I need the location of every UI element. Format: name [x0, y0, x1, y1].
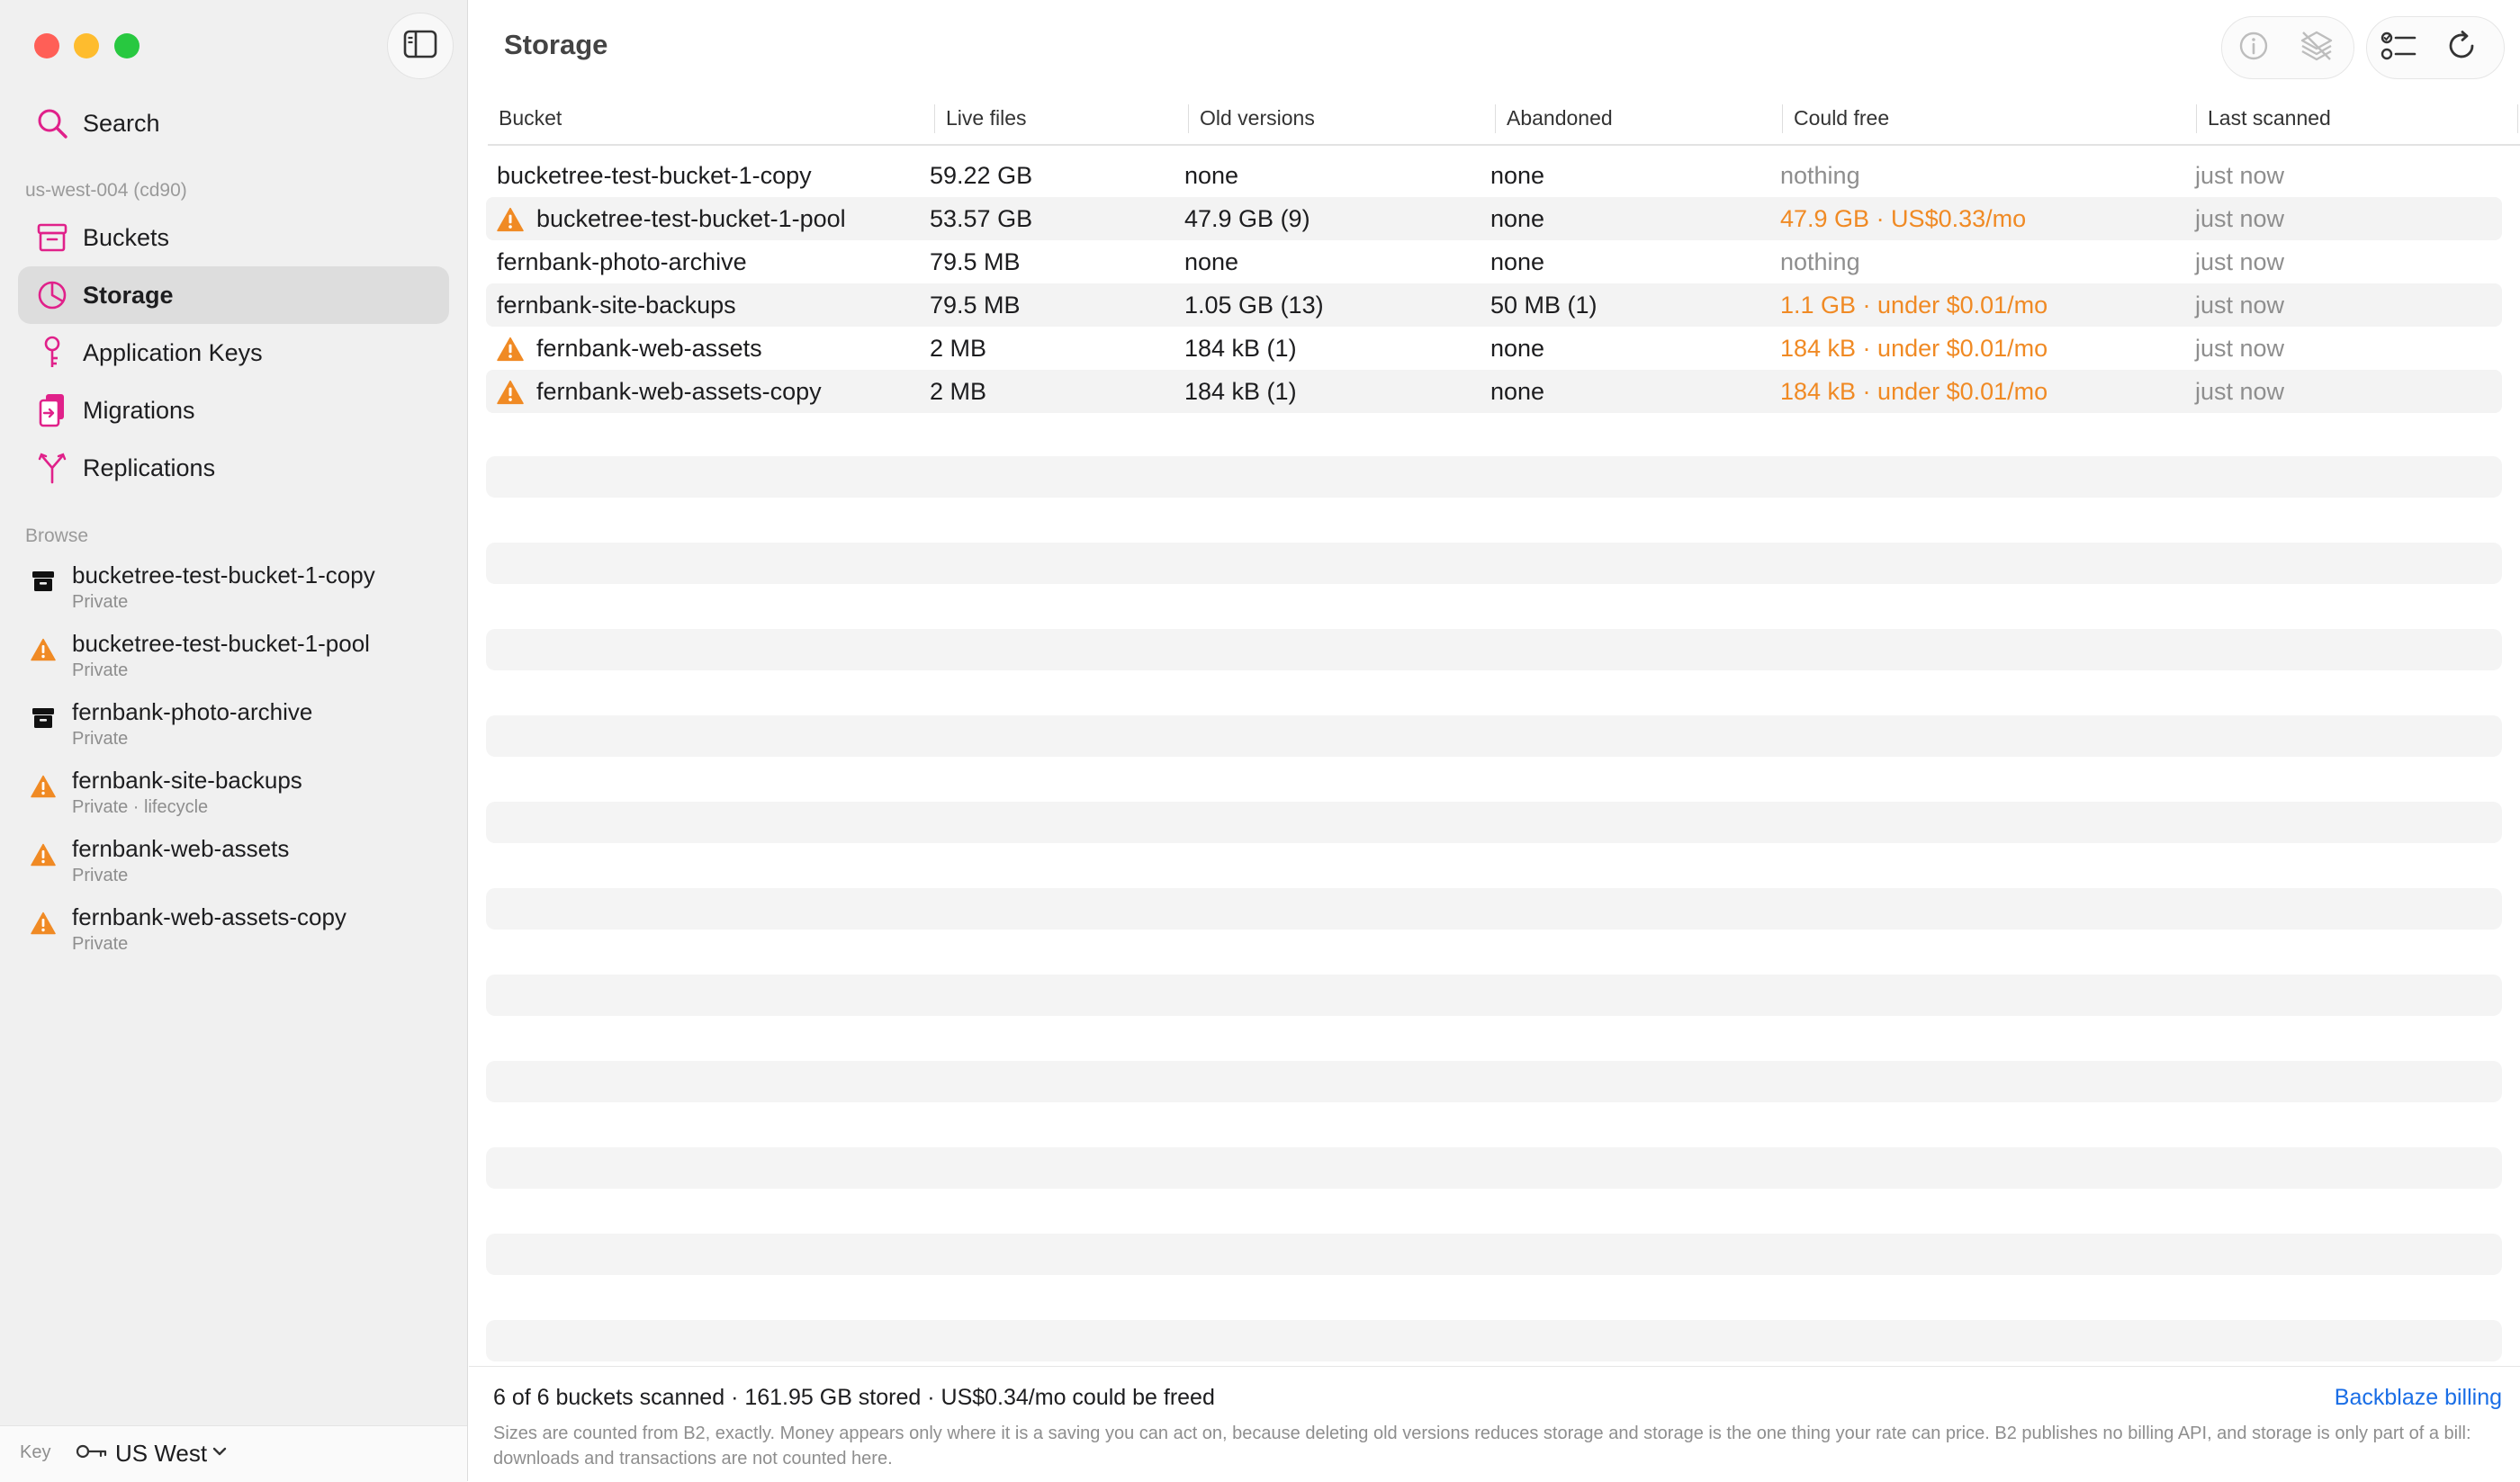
cell-abandoned: none — [1490, 378, 1545, 405]
warning-icon — [29, 635, 58, 664]
browse-item-name: bucketree-test-bucket-1-copy — [72, 561, 375, 588]
cell-last-scanned: just now — [2195, 205, 2285, 232]
cell-last-scanned: just now — [2195, 162, 2285, 189]
info-button[interactable] — [2222, 19, 2285, 76]
sidebar-item-label: Migrations — [83, 396, 195, 424]
cell-bucket: bucketree-test-bucket-1-pool — [536, 205, 846, 232]
fork-icon — [34, 450, 70, 486]
cell-last-scanned: just now — [2195, 248, 2285, 275]
table-row[interactable] — [486, 197, 2502, 240]
minimize-window-button[interactable] — [74, 33, 99, 58]
warning-icon — [29, 772, 58, 801]
cell-bucket: fernbank-web-assets-copy — [536, 378, 822, 405]
browse-item-sub: Private — [72, 660, 129, 680]
browse-item-name: bucketree-test-bucket-1-pool — [72, 630, 370, 657]
browse-item[interactable] — [25, 561, 448, 624]
key-value: US West — [115, 1439, 208, 1467]
cell-bucket: bucketree-test-bucket-1-copy — [497, 162, 812, 189]
empty-row-stripe — [486, 1320, 2502, 1361]
column-header-abandoned[interactable]: Abandoned — [1507, 106, 1613, 130]
cell-old-versions: 47.9 GB (9) — [1184, 205, 1310, 232]
browse-item-sub: Private — [72, 729, 129, 749]
warning-icon — [497, 337, 524, 362]
cell-abandoned: none — [1490, 335, 1545, 362]
cell-last-scanned: just now — [2195, 335, 2285, 362]
key-label: Key — [20, 1442, 51, 1462]
column-header-live-files[interactable]: Live files — [946, 106, 1027, 130]
column-header-last-scanned[interactable]: Last scanned — [2208, 106, 2331, 130]
empty-row-stripe — [486, 888, 2502, 930]
sidebar-item-replications[interactable] — [18, 439, 449, 497]
warning-icon — [497, 380, 524, 405]
column-divider — [2517, 104, 2518, 133]
table-header — [488, 101, 2520, 146]
cell-could-free: nothing — [1780, 248, 1860, 275]
empty-row-stripe — [486, 543, 2502, 584]
column-header-bucket[interactable]: Bucket — [499, 106, 562, 130]
cell-abandoned: none — [1490, 205, 1545, 232]
empty-row-stripe — [486, 975, 2502, 1016]
layers-button[interactable] — [2285, 19, 2348, 76]
page-title: Storage — [504, 29, 608, 60]
empty-row-stripe — [486, 1234, 2502, 1275]
browse-item-name: fernbank-web-assets-copy — [72, 903, 346, 930]
close-window-button[interactable] — [34, 33, 59, 58]
sidebar-item-application-keys[interactable] — [18, 324, 449, 382]
browse-item-name: fernbank-site-backups — [72, 767, 302, 794]
archive-box-icon — [29, 704, 58, 732]
archive-box-icon — [34, 220, 70, 256]
empty-row-stripe — [486, 802, 2502, 843]
cell-abandoned: none — [1490, 248, 1545, 275]
cell-could-free: 47.9 GB · US$0.33/mo — [1780, 205, 2027, 232]
cell-live-files: 2 MB — [930, 335, 987, 362]
key-bar — [0, 1425, 467, 1482]
key-icon — [76, 1442, 108, 1465]
sidebar — [0, 0, 468, 1481]
cell-could-free: nothing — [1780, 162, 1860, 189]
checklist-icon — [2380, 30, 2416, 67]
browse-item[interactable] — [25, 835, 448, 898]
column-header-could-free[interactable]: Could free — [1794, 106, 1890, 130]
cell-bucket: fernbank-photo-archive — [497, 248, 747, 275]
browse-item-sub: Private — [72, 934, 129, 954]
sidebar-item-migrations[interactable] — [18, 382, 449, 439]
sidebar-item-label: Storage — [83, 281, 174, 309]
table-row[interactable] — [486, 370, 2502, 413]
cell-could-free: 1.1 GB · under $0.01/mo — [1780, 292, 2048, 319]
info-icon — [2238, 31, 2269, 66]
cell-could-free: 184 kB · under $0.01/mo — [1780, 335, 2048, 362]
sidebar-item-storage[interactable] — [18, 266, 449, 324]
cell-old-versions: 184 kB (1) — [1184, 335, 1297, 362]
cell-last-scanned: just now — [2195, 292, 2285, 319]
browse-item[interactable] — [25, 767, 448, 830]
cell-bucket: fernbank-site-backups — [497, 292, 736, 319]
toolbar-group-right — [2366, 16, 2505, 79]
pie-chart-icon — [34, 277, 70, 313]
chevron-down-icon — [212, 1445, 227, 1461]
sidebar-item-label: Buckets — [83, 223, 170, 251]
table-row[interactable] — [486, 240, 2502, 283]
column-header-old-versions[interactable]: Old versions — [1200, 106, 1315, 130]
table-row[interactable] — [486, 283, 2502, 327]
empty-row-stripe — [486, 1061, 2502, 1102]
toolbar-group-left — [2221, 16, 2354, 79]
backblaze-billing-link[interactable]: Backblaze billing — [2334, 1385, 2502, 1410]
warning-icon — [29, 840, 58, 869]
empty-row-stripe — [486, 456, 2502, 498]
table-row[interactable] — [486, 154, 2502, 197]
browse-item-sub: Private — [72, 866, 129, 885]
checklist-button[interactable] — [2367, 19, 2430, 76]
key-selector[interactable] — [76, 1435, 227, 1471]
archive-box-icon — [29, 567, 58, 596]
cell-bucket: fernbank-web-assets — [536, 335, 762, 362]
empty-row-stripe — [486, 1147, 2502, 1189]
sidebar-icon — [403, 30, 437, 63]
search-label: Search — [83, 109, 160, 137]
status-footer — [469, 1366, 2520, 1482]
browse-item[interactable] — [25, 630, 448, 693]
sidebar-search[interactable] — [18, 94, 449, 152]
cell-could-free: 184 kB · under $0.01/mo — [1780, 378, 2048, 405]
cell-live-files: 79.5 MB — [930, 292, 1021, 319]
empty-row-stripe — [486, 715, 2502, 757]
migration-icon — [34, 392, 70, 428]
sidebar-toggle-button[interactable] — [387, 13, 454, 79]
warning-icon — [497, 207, 524, 232]
table-body — [486, 154, 2502, 413]
cell-live-files: 53.57 GB — [930, 205, 1033, 232]
refresh-button[interactable] — [2430, 19, 2493, 76]
cell-live-files: 59.22 GB — [930, 162, 1033, 189]
cell-old-versions: 1.05 GB (13) — [1184, 292, 1324, 319]
key-icon — [34, 335, 70, 371]
browse-item[interactable] — [25, 903, 448, 966]
main-panel — [469, 0, 2520, 1481]
cell-old-versions: 184 kB (1) — [1184, 378, 1297, 405]
scan-summary: 6 of 6 buckets scanned · 161.95 GB stored · US$0.34/mo could be freed — [493, 1385, 1215, 1410]
search-icon — [34, 105, 70, 141]
browse-item-sub: Private · lifecycle — [72, 797, 209, 817]
browse-item-name: fernbank-photo-archive — [72, 698, 313, 725]
footer-note: Sizes are counted from B2, exactly. Money appears only where it is a saving you can act on, because deleting old versions reduces storage and storage is the one thing your rate can price. B2 publishes no billing API, and storage is only part of a bill: downloads and transactions are not counted here. — [493, 1424, 2471, 1469]
warning-icon — [29, 909, 58, 938]
account-label: us-west-004 (cd90) — [25, 180, 187, 201]
cell-abandoned: none — [1490, 162, 1545, 189]
cell-last-scanned: just now — [2195, 378, 2285, 405]
sidebar-item-label: Replications — [83, 454, 216, 481]
browse-section-label: Browse — [25, 525, 89, 546]
browse-item-sub: Private — [72, 592, 129, 612]
browse-item[interactable] — [25, 698, 448, 761]
zoom-window-button[interactable] — [114, 33, 140, 58]
cell-live-files: 2 MB — [930, 378, 987, 405]
browse-item-name: fernbank-web-assets — [72, 835, 290, 862]
cell-abandoned: 50 MB (1) — [1490, 292, 1598, 319]
table-row[interactable] — [486, 327, 2502, 370]
cell-live-files: 79.5 MB — [930, 248, 1021, 275]
sidebar-item-buckets[interactable] — [18, 209, 449, 266]
cell-old-versions: none — [1184, 162, 1239, 189]
empty-row-stripe — [486, 629, 2502, 670]
refresh-icon — [2445, 30, 2478, 67]
sidebar-item-label: Application Keys — [83, 338, 263, 366]
layers-icon — [2300, 29, 2334, 67]
cell-old-versions: none — [1184, 248, 1239, 275]
